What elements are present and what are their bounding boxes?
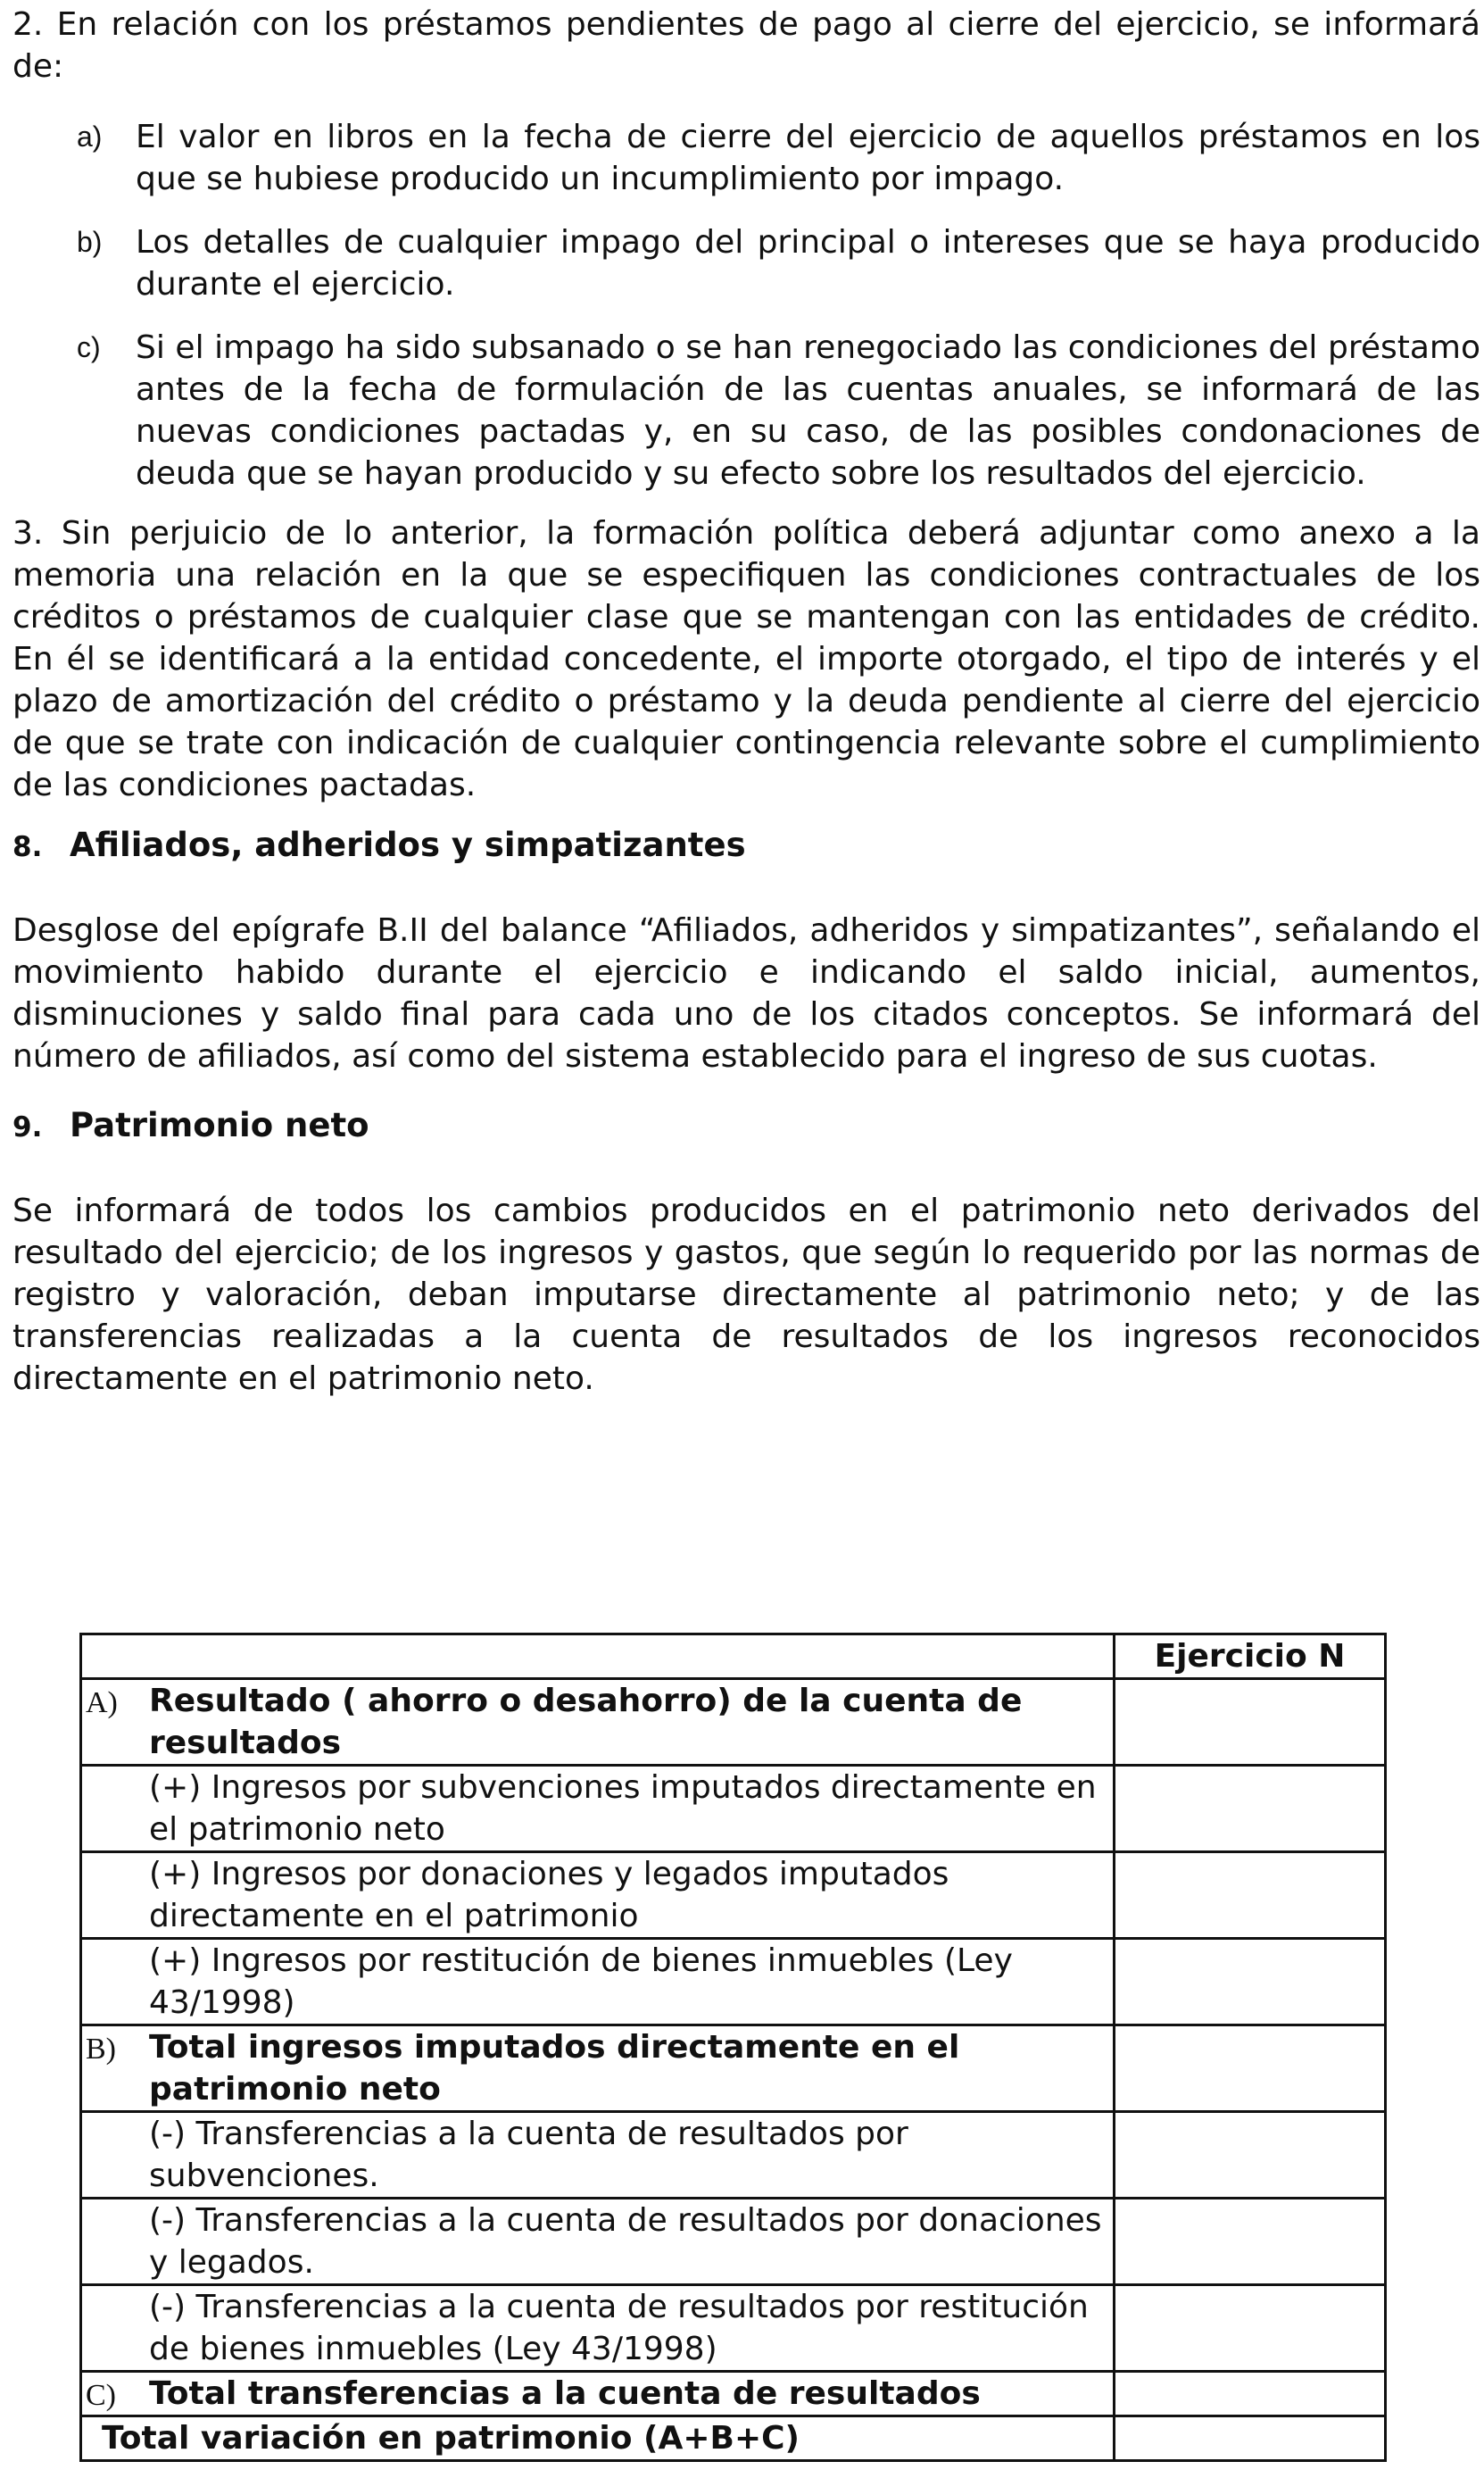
heading-9-number: 9. [12,1111,43,1143]
row-label: Resultado ( ahorro o desahorro) de la cuenta de resultados [149,1683,1023,1761]
row-label: Total transferencias a la cuenta de resultados [149,2375,981,2412]
row-label: (+) Ingresos por subvenciones imputados directamente en el patrimonio neto [149,1769,1097,1848]
row-label: (-) Transferencias a la cuenta de resultados por subvenciones. [149,2116,908,2194]
table-row [81,2112,1386,2199]
row-label: (-) Transferencias a la cuenta de resultados por restitución de bienes inmuebles (Ley 43/1998) [149,2289,1089,2367]
row-value-cell [1115,2199,1386,2285]
table-header-blank [81,1634,1115,1679]
table-header-ejercicio: Ejercicio N [1115,1634,1386,1679]
section-2-list [12,116,1480,495]
row-value-cell [1115,1766,1386,1852]
list-item-b [12,221,1480,305]
row-value-cell [1115,2416,1386,2461]
row-value-cell [1115,1852,1386,1939]
patrimonio-neto-table [79,1633,1387,2462]
row-value-cell [1115,2372,1386,2416]
row-label: Total variación en patrimonio (A+B+C) [102,2420,800,2457]
table-row [81,2416,1386,2461]
row-letter-a: A) [86,1686,118,1719]
section-9-paragraph: Se informará de todos los cambios producidos en el patrimonio neto derivados del resultado del ejercicio; de los ingresos y gastos, que según lo requerido por las normas de registro y valoración, deban imputarse directamente al patrimonio neto; y de las transferencias realizadas a la cuenta de resultados de los ingresos reconocidos directamente en el patrimonio neto. [12,1193,1480,1397]
heading-9-title: Patrimonio neto [70,1106,369,1144]
document-page [12,0,1480,1400]
row-value-cell [1115,1939,1386,2025]
section-8-paragraph: Desglose del epígrafe B.II del balance “Afiliados, adheridos y simpatizantes”, señalando el movimiento habido durante el ejercicio e indicando el saldo inicial, aumentos, disminuciones y saldo final para cada uno de los citados conceptos. Se informará del número de afiliados, así como del sistema establecido para el ingreso de sus cuotas. [12,912,1480,1075]
table-row [81,2285,1386,2372]
row-letter-c: C) [86,2379,116,2412]
list-marker-c: c) [77,331,101,363]
row-letter-b: B) [86,2033,116,2066]
table-header-row [81,1634,1386,1679]
row-value-cell [1115,2112,1386,2199]
table-row [81,1679,1386,1766]
table-row [81,1939,1386,2025]
section-2-intro: 2. En relación con los préstamos pendientes de pago al cierre del ejercicio, se informará de: [12,6,1480,85]
list-item-a-text: El valor en libros en la fecha de cierre del ejercicio de aquellos préstamos en los que se hubiese producido un incumplimiento por impago. [136,119,1480,197]
row-label: (+) Ingresos por donaciones y legados imputados directamente en el patrimonio [149,1856,949,1934]
heading-8-number: 8. [12,831,43,863]
section-3-paragraph: 3. Sin perjuicio de lo anterior, la formación política deberá adjuntar como anexo a la memoria una relación en la que se especifiquen las condiciones contractuales de los créditos o préstamos de cualquier clase que se mantengan con las entidades de crédito. En él se identificará a la entidad concedente, el importe otorgado, el tipo de interés y el plazo de amortización del crédito o préstamo y la deuda pendiente al cierre del ejercicio de que se trate con indicación de cualquier contingencia relevante sobre el cumplimiento de las condiciones pactadas. [12,515,1480,803]
row-label: (-) Transferencias a la cuenta de resultados por donaciones y legados. [149,2202,1102,2281]
list-item-c-text: Si el impago ha sido subsanado o se han renegociado las condiciones del préstamo antes de la fecha de formulación de las cuentas anuales, se informará de las nuevas condiciones pactadas y, en su caso, de las posibles condonaciones de deuda que se hayan producido y su efecto sobre los resultados del ejercicio. [136,329,1480,492]
heading-8-title: Afiliados, adheridos y simpatizantes [70,826,746,864]
list-item-c [12,327,1480,495]
row-value-cell [1115,2285,1386,2372]
row-value-cell [1115,1679,1386,1766]
heading-8 [12,824,1480,869]
table-row [81,2025,1386,2112]
table-row [81,1852,1386,1939]
table-row [81,2199,1386,2285]
list-item-a [12,116,1480,200]
row-value-cell [1115,2025,1386,2112]
table-row [81,1766,1386,1852]
row-label: Total ingresos imputados directamente en el patrimonio neto [149,2029,960,2108]
list-marker-a: a) [77,121,103,153]
row-label: (+) Ingresos por restitución de bienes inmuebles (Ley 43/1998) [149,1942,1013,2021]
list-marker-b: b) [77,226,103,258]
table-row [81,2372,1386,2416]
list-item-b-text: Los detalles de cualquier impago del principal o intereses que se haya producido durante el ejercicio. [136,224,1480,303]
heading-9 [12,1104,1480,1149]
